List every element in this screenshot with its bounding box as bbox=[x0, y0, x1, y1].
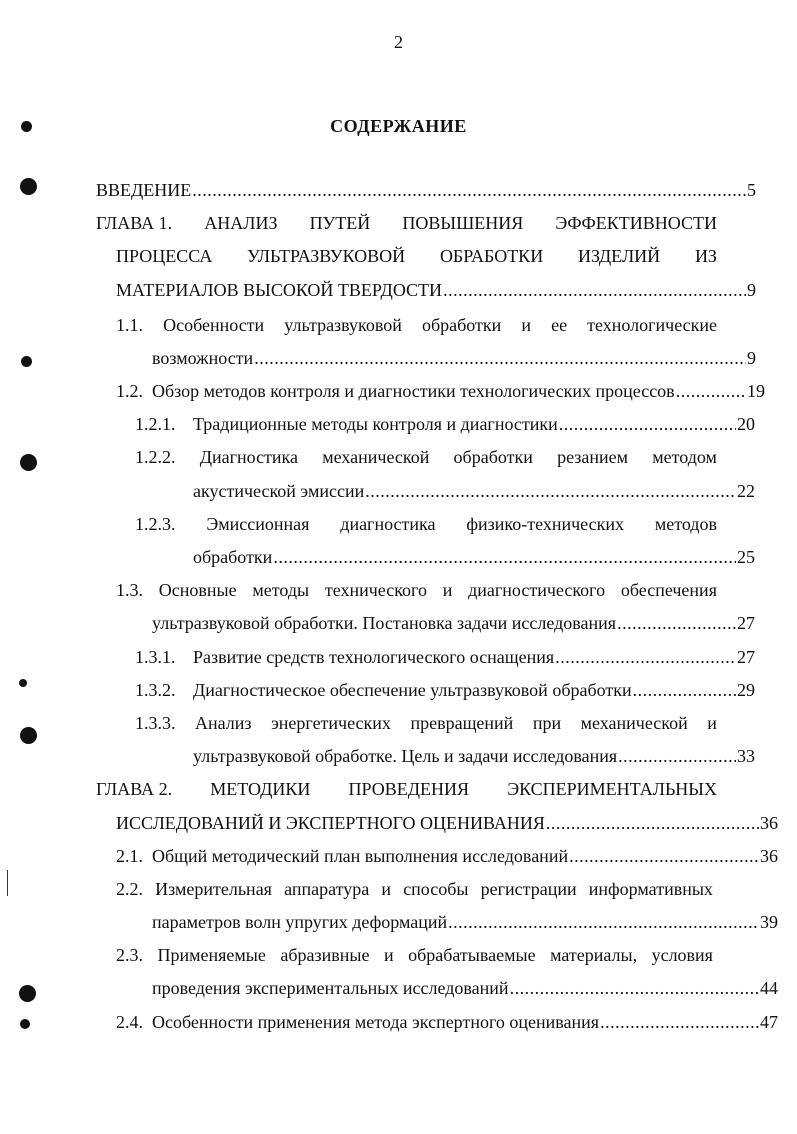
toc-word: УЛЬТРАЗВУКОВОЙ bbox=[247, 246, 406, 266]
toc-leader bbox=[676, 379, 746, 403]
binder-hole-dot bbox=[20, 727, 37, 744]
toc-page: 27 bbox=[737, 647, 755, 667]
toc-entry-1-1-line2 bbox=[152, 346, 756, 370]
binder-hole-dot bbox=[20, 454, 37, 471]
toc-label: ВВЕДЕНИЕ bbox=[96, 180, 192, 200]
toc-word: МЕТОДИКИ bbox=[210, 779, 311, 799]
toc-leader bbox=[448, 910, 759, 934]
toc-word: ИЗ bbox=[694, 246, 717, 266]
toc-entry-1-2-2-line2 bbox=[193, 479, 755, 503]
toc-entry-1-3-2 bbox=[135, 678, 755, 702]
toc-word: механической bbox=[580, 713, 688, 733]
toc-word: ПУТЕЙ bbox=[309, 213, 371, 233]
toc-leader bbox=[254, 346, 746, 370]
toc-text: Традиционные методы контроля и диагностики bbox=[193, 414, 558, 434]
toc-leader bbox=[569, 844, 759, 868]
toc-label bbox=[135, 645, 554, 669]
toc-page: 44 bbox=[760, 978, 778, 998]
toc-page: 36 bbox=[760, 813, 778, 833]
toc-entry-intro bbox=[96, 178, 756, 202]
toc-entry-1-2-3-line2 bbox=[193, 545, 755, 569]
toc-word: АНАЛИЗ bbox=[204, 213, 278, 233]
toc-word: материалы, bbox=[550, 945, 638, 965]
toc-word: технологические bbox=[587, 315, 717, 335]
toc-leader bbox=[546, 811, 759, 835]
toc-number: 2.3. bbox=[116, 945, 143, 965]
binder-hole-dot bbox=[21, 356, 32, 367]
toc-word: Измерительная bbox=[155, 879, 272, 899]
toc-word: способы bbox=[403, 879, 469, 899]
toc-word: аппаратура bbox=[284, 879, 370, 899]
toc-leader bbox=[273, 545, 736, 569]
toc-entry-2-2-line1 bbox=[116, 877, 713, 901]
toc-entry-2-1 bbox=[116, 844, 778, 868]
toc-word: физико-технических bbox=[466, 514, 624, 534]
toc-word: и bbox=[381, 879, 392, 899]
toc-label bbox=[116, 844, 568, 868]
page-title: СОДЕРЖАНИЕ bbox=[330, 116, 467, 136]
toc-entry-ch2-line1 bbox=[96, 777, 717, 801]
toc-leader bbox=[618, 744, 736, 768]
toc-word: Диагностика bbox=[199, 447, 299, 467]
toc-word: и bbox=[521, 315, 531, 335]
toc-label: ИССЛЕДОВАНИЙ И ЭКСПЕРТНОГО ОЦЕНИВАНИЯ bbox=[116, 813, 545, 833]
toc-text: Обзор методов контроля и диагностики технологических процессов bbox=[152, 381, 675, 401]
toc-entry-ch1-line2 bbox=[116, 244, 717, 268]
toc-entry-1-3-1 bbox=[135, 645, 755, 669]
toc-page: 39 bbox=[760, 912, 778, 932]
toc-word: энергетических bbox=[271, 713, 391, 733]
toc-leader bbox=[559, 412, 736, 436]
toc-page: 25 bbox=[737, 547, 755, 567]
toc-text: Общий методический план выполнения исследований bbox=[152, 846, 569, 866]
toc-entry-ch1-line3 bbox=[116, 278, 756, 302]
toc-page: 33 bbox=[737, 746, 755, 766]
toc-word: Эмиссионная bbox=[206, 514, 310, 534]
toc-word: и bbox=[442, 580, 453, 600]
toc-text: Развитие средств технологического оснащения bbox=[193, 647, 555, 667]
toc-number: 1.3.2. bbox=[135, 680, 176, 700]
toc-word: информативных bbox=[588, 879, 713, 899]
toc-word: Анализ bbox=[195, 713, 252, 733]
toc-number: 1.2.3. bbox=[135, 514, 176, 534]
toc-word: ультразвуковой bbox=[284, 315, 402, 335]
toc-label: проведения экспериментальных исследований bbox=[152, 978, 509, 998]
toc-label bbox=[116, 1010, 599, 1034]
toc-entry-1-2-1 bbox=[135, 412, 755, 436]
toc-text: Особенности применения метода экспертного оценивания bbox=[152, 1012, 600, 1032]
toc-word: Особенности bbox=[163, 315, 265, 335]
toc-word: обрабатываемые bbox=[408, 945, 536, 965]
toc-word: резанием bbox=[557, 447, 629, 467]
toc-text: Диагностическое обеспечение ультразвуковой обработки bbox=[193, 680, 632, 700]
toc-number: 1.2. bbox=[116, 381, 143, 401]
toc-leader bbox=[617, 611, 736, 635]
toc-entry-2-4 bbox=[116, 1010, 778, 1034]
toc-label: МАТЕРИАЛОВ ВЫСОКОЙ ТВЕРДОСТИ bbox=[116, 280, 443, 300]
toc-page: 22 bbox=[737, 481, 755, 501]
toc-entry-1-3-line1 bbox=[116, 578, 717, 602]
toc-word: превращений bbox=[410, 713, 514, 733]
toc-entry-2-3-line2 bbox=[152, 976, 778, 1000]
toc-entry-1-3-3-line1 bbox=[135, 711, 717, 735]
toc-label: ультразвуковой обработке. Цель и задачи исследования bbox=[193, 746, 618, 766]
toc-word: обработки bbox=[453, 447, 533, 467]
toc-leader bbox=[555, 645, 736, 669]
toc-entry-1-3-line2 bbox=[152, 611, 755, 635]
toc-number: 1.2.2. bbox=[135, 447, 176, 467]
toc-word: диагностика bbox=[340, 514, 436, 534]
toc-number: 2.4. bbox=[116, 1012, 143, 1032]
toc-number: 1.1. bbox=[116, 315, 143, 335]
page-number: 2 bbox=[394, 32, 403, 52]
toc-entry-1-3-3-line2 bbox=[193, 744, 755, 768]
toc-label bbox=[135, 412, 558, 436]
toc-word: ПРОЦЕССА bbox=[116, 246, 213, 266]
toc-word: ИЗДЕЛИЙ bbox=[577, 246, 661, 266]
binder-hole-dot bbox=[20, 1019, 30, 1029]
toc-word: при bbox=[532, 713, 562, 733]
scan-speck bbox=[7, 870, 8, 896]
toc-number: 1.2.1. bbox=[135, 414, 176, 434]
toc-word: и bbox=[707, 713, 717, 733]
toc-leader bbox=[510, 976, 759, 1000]
binder-hole-dot bbox=[20, 178, 37, 195]
toc-label: обработки bbox=[193, 547, 273, 567]
toc-label: параметров волн упругих деформаций bbox=[152, 912, 448, 932]
toc-page: 27 bbox=[737, 613, 755, 633]
toc-number: 2.2. bbox=[116, 879, 143, 899]
toc-page: 9 bbox=[747, 348, 756, 368]
toc-label: акустической эмиссии bbox=[193, 481, 365, 501]
toc-leader bbox=[633, 678, 736, 702]
toc-word: ПОВЫШЕНИЯ bbox=[402, 213, 524, 233]
toc-word: методы bbox=[252, 580, 310, 600]
toc-page: 20 bbox=[737, 414, 755, 434]
toc-entry-1-2-3-line1 bbox=[135, 512, 717, 536]
binder-hole-dot bbox=[19, 679, 27, 687]
toc-label: возможности bbox=[152, 348, 254, 368]
toc-word: методов bbox=[654, 514, 717, 534]
toc-page: 19 bbox=[747, 381, 765, 401]
toc-number: 1.3. bbox=[116, 580, 143, 600]
toc-page: 47 bbox=[760, 1012, 778, 1032]
toc-leader bbox=[443, 278, 746, 302]
toc-number: 2.1. bbox=[116, 846, 143, 866]
toc-word: ПРОВЕДЕНИЯ bbox=[348, 779, 470, 799]
toc-word: ОБРАБОТКИ bbox=[439, 246, 544, 266]
toc-word: и bbox=[383, 945, 394, 965]
toc-word: регистрации bbox=[480, 879, 577, 899]
toc-word: Основные bbox=[158, 580, 237, 600]
toc-word: абразивные bbox=[280, 945, 370, 965]
toc-word: механической bbox=[322, 447, 430, 467]
toc-word: диагностического bbox=[468, 580, 606, 600]
toc-word: обеспечения bbox=[620, 580, 717, 600]
toc-word: ЭФФЕКТИВНОСТИ bbox=[555, 213, 717, 233]
toc-number: ГЛАВА 2. bbox=[96, 779, 173, 799]
toc-entry-2-3-line1 bbox=[116, 943, 713, 967]
toc-page: 5 bbox=[747, 180, 756, 200]
toc-leader bbox=[600, 1010, 759, 1034]
toc-leader bbox=[365, 479, 736, 503]
toc-entry-1-2-2-line1 bbox=[135, 445, 717, 469]
toc-word: технического bbox=[324, 580, 427, 600]
toc-entry-1-2 bbox=[116, 379, 765, 403]
toc-page: 29 bbox=[737, 680, 755, 700]
toc-number: 1.3.1. bbox=[135, 647, 176, 667]
toc-label: ультразвуковой обработки. Постановка задачи исследования bbox=[152, 613, 617, 633]
toc-page: 9 bbox=[747, 280, 756, 300]
toc-word: обработки bbox=[421, 315, 502, 335]
binder-hole-dot bbox=[19, 985, 36, 1002]
toc-word: методом bbox=[652, 447, 717, 467]
toc-entry-1-1-line1 bbox=[116, 313, 717, 337]
toc-number: ГЛАВА 1. bbox=[96, 213, 173, 233]
toc-label bbox=[135, 678, 632, 702]
toc-number: 1.3.3. bbox=[135, 713, 176, 733]
toc-entry-ch1-line1 bbox=[96, 211, 717, 235]
toc-leader bbox=[192, 178, 746, 202]
toc-word: Применяемые bbox=[157, 945, 266, 965]
toc-entry-ch2-line2 bbox=[116, 811, 778, 835]
toc-word: ЭКСПЕРИМЕНТАЛЬНЫХ bbox=[507, 779, 717, 799]
toc-page: 36 bbox=[760, 846, 778, 866]
toc-entry-2-2-line2 bbox=[152, 910, 778, 934]
toc-word: условия bbox=[651, 945, 713, 965]
toc-label bbox=[116, 379, 675, 403]
toc-word: ее bbox=[551, 315, 568, 335]
